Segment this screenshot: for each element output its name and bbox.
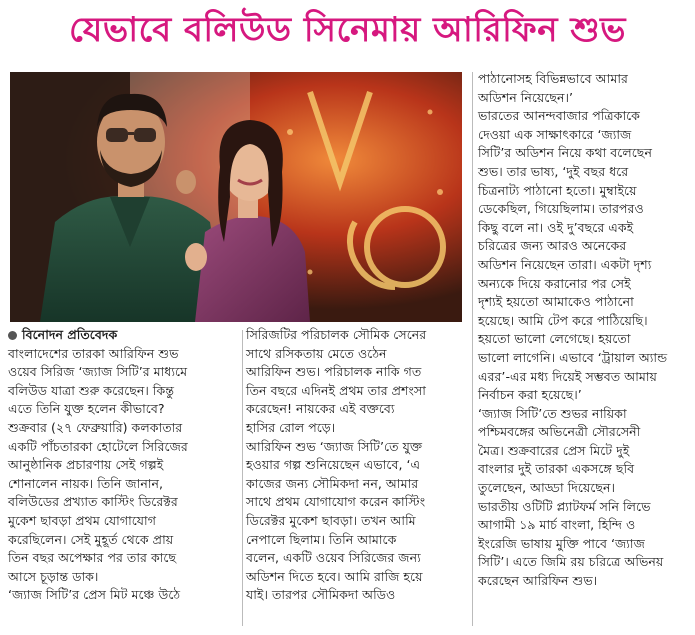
col3-line: অডিশন নিয়েছেন তারা। একটা দৃশ্য — [478, 256, 652, 272]
col1-line: মুকেশ ছাবড়া প্রথম যোগাযোগ — [8, 512, 156, 528]
col3-line: সিটি’। এতে জিমি রয় চরিত্রে অভিনয় — [478, 554, 664, 570]
col3-line: ইংরেজি ভাষায় মুক্তি পাবে ‘জ্যাজ — [478, 535, 645, 551]
col1-line: ওয়েব সিরিজ ‘জ্যাজ সিটি’র মাধ্যমে — [8, 364, 188, 380]
col1-line: বলিউডের প্রখ্যাত কাস্টিং ডিরেক্টর — [8, 494, 178, 510]
column-divider-2 — [472, 72, 473, 626]
col2-line: কাজের জন্য সৌমিকদা নন, আমার — [246, 475, 419, 491]
col1-line: ‘জ্যাজ সিটি’র প্রেস মিট মঞ্চে উঠে — [8, 587, 181, 603]
col1-line: আসে চূড়ান্ত ডাক। — [8, 568, 99, 584]
col3-line: অডিশন নিয়েছেন।’ — [478, 89, 574, 105]
col3-line: দেওয়া এক সাক্ষাৎকারে ‘জ্যাজ — [478, 126, 632, 142]
col1-line: তিন বছর অপেক্ষার পর তার কাছে — [8, 550, 177, 566]
bullet-icon — [8, 331, 17, 340]
col3-line: ডেকেছিল, গিয়েছিলাম। তারপরও — [478, 201, 644, 217]
col2-line: নেপালে ছিলাম। তিনি আমাকে — [246, 531, 397, 547]
col3-line: কিছু বলে না। ওই দু’বছরে একই — [478, 219, 634, 235]
headline: যেভাবে বলিউড সিনেমায় আরিফিন শুভ — [69, 9, 626, 50]
col3-line: ভারতীয় ওটিটি প্ল্যাটফর্ম সনি লিভে — [478, 498, 651, 514]
col2-line: সিরিজটির পরিচালক সৌমিক সেনের — [246, 327, 427, 342]
col2-line: হওয়ার গল্প শুনিয়েছেন এভাবে, ‘এ — [246, 457, 421, 473]
col2-line: হাসির রোল পড়ে। — [246, 419, 336, 435]
col2-line: সাথে প্রথম যোগাযোগ করেন কাস্টিং — [246, 494, 426, 510]
col3-line: পশ্চিমবঙ্গের অভিনেত্রী সৌরসেনী — [478, 424, 641, 440]
col1-line: একটি পাঁচতারকা হোটেলে সিরিজের — [8, 438, 188, 454]
byline-text: বিনোদন প্রতিবেদক — [22, 327, 118, 342]
col2-line: আরিফিন শুভ। পরিচালক নাকি গত — [246, 364, 422, 380]
col1-line: শোনালেন নায়ক। তিনি জানান, — [8, 475, 164, 491]
col3-line: হয়তো ভালো লেগেছে। হয়তো — [478, 331, 631, 347]
col3-line: মৈত্র। শুক্রবারের প্রেস মিটে দুই — [478, 442, 630, 458]
col3-line: তুলেছেন, আড্ডা দিয়েছেন। — [478, 480, 616, 496]
col3-line: পাঠানোসহ বিভিন্নভাবে আমার — [478, 71, 628, 86]
col3-line: ভালো লাগেনি। এভাবে ‘ট্রায়াল অ্যান্ড — [478, 349, 668, 365]
column-divider-1 — [242, 330, 243, 626]
col2-line: তিন বছরে এদিনই প্রথম তার প্রশংসা — [246, 382, 426, 398]
col1-line: আনুষ্ঠানিক প্রচারণায় সেই গল্পই — [8, 457, 164, 473]
col2-line: আরিফিন শুভ ‘জ্যাজ সিটি’তে যুক্ত — [246, 438, 423, 454]
col3-line: এরর’-এর মধ্য দিয়েই সম্ভবত আমায় — [478, 368, 657, 384]
byline — [8, 326, 240, 345]
col3-line: সিটি’র অডিশন নিয়ে কথা বলেছেন — [478, 145, 652, 161]
col1-line: শুক্রবার (২৭ ফেব্রুয়ারি) কলকাতার — [8, 419, 183, 435]
col3-line: করেছেন আরিফিন শুভ। — [478, 573, 598, 589]
article-column-3 — [478, 70, 690, 591]
col3-line: অন্যকে দিয়ে করানোর পর সেই — [478, 275, 631, 291]
col3-line: বাংলার দুই তারকা একসঙ্গে ছবি — [478, 461, 635, 477]
col2-line: করেছেন! নায়কের এই বক্তব্যে — [246, 401, 395, 417]
col2-line: বলেন, একটি ওয়েব সিরিজের জন্য — [246, 550, 421, 566]
col3-line: আগামী ১৯ মার্চ বাংলা, হিন্দি ও — [478, 517, 636, 533]
article-column-2 — [246, 326, 468, 605]
col1-line: করেছিলেন। সেই মুহূর্ত থেকে প্রায় — [8, 531, 174, 547]
col3-line: নির্বাচন করা হয়েছে।’ — [478, 387, 582, 403]
col3-line: দৃশ্যই হয়তো আমাকেও পাঠানো — [478, 294, 634, 310]
col1-line: বলিউড যাত্রা শুরু করেছেন। কিন্তু — [8, 382, 175, 398]
col3-line: ‘জ্যাজ সিটি’তে শুভর নায়িকা — [478, 405, 627, 421]
col2-line: যাই। তারপর সৌমিকদা অডিও — [246, 587, 396, 603]
col2-line: অডিশন দিতে হবে। আমি রাজি হয়ে — [246, 568, 423, 584]
col1-line: বাংলাদেশের তারকা আরিফিন শুভ — [8, 345, 179, 361]
col3-line: চরিত্রের জন্য আরও অনেকের — [478, 238, 627, 254]
lead-photo — [10, 72, 462, 322]
col3-line: চিত্রনাট্য পাঠানো হতো। মুম্বাইয়ে — [478, 182, 637, 198]
col3-line: ভারতের আনন্দবাজার পত্রিকাকে — [478, 108, 640, 124]
col2-line: সাথে রসিকতায় মেতে ওঠেন — [246, 345, 387, 361]
col1-line: এতে তিনি যুক্ত হলেন কীভাবে? — [8, 401, 165, 417]
col2-line: ডিরেক্টর মুকেশ ছাবড়া। তখন আমি — [246, 512, 416, 528]
col3-line: শুভ। তার ভাষ্য, ‘দুই বছর ধরে — [478, 163, 629, 179]
article-column-1 — [8, 326, 240, 605]
col3-line: হয়েছে। আমি টেপ করে পাঠিয়েছি। — [478, 312, 648, 328]
